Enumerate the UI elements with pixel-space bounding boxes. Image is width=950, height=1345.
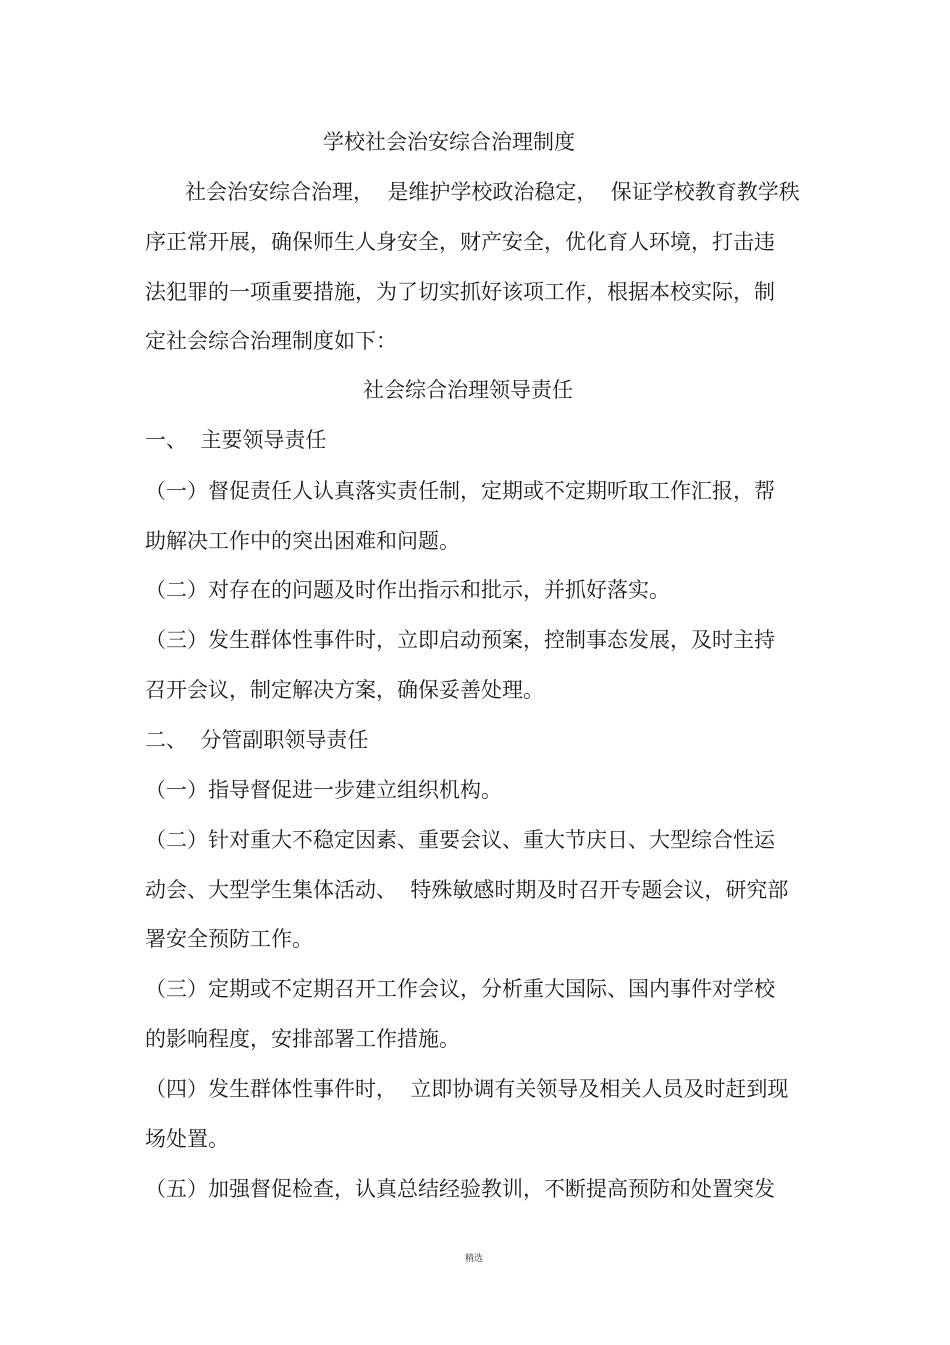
page-footer: 精选 <box>465 1254 484 1264</box>
paragraph-line: 动会、大型学生集体活动、 特殊敏感时期及时召开专题会议，研究部 <box>145 878 789 902</box>
intro-line: 序正常开展，确保师生人身安全，财产安全，优化育人环境，打击违 <box>145 230 775 254</box>
paragraph-line: 场处置。 <box>145 1127 229 1151</box>
intro-line: 社会治安综合治理， 是维护学校政治稳定， 保证学校教育教学秩 <box>185 180 800 204</box>
paragraph-line: （三）定期或不定期召开工作会议，分析重大国际、国内事件对学校 <box>145 977 775 1001</box>
section-subtitle: 社会综合治理领导责任 <box>363 378 573 402</box>
paragraph-line: （二）针对重大不稳定因素、重要会议、重大节庆日、大型综合性运 <box>145 828 775 852</box>
paragraph-line: 署安全预防工作。 <box>145 927 313 951</box>
paragraph-line: （三）发生群体性事件时，立即启动预案，控制事态发展，及时主持 <box>145 628 775 652</box>
intro-line: 法犯罪的一项重要措施，为了切实抓好该项工作，根据本校实际，制 <box>145 280 775 304</box>
paragraph-line: （五）加强督促检查，认真总结经验教训，不断提高预防和处置突发 <box>145 1177 775 1201</box>
document-title: 学校社会治安综合治理制度 <box>323 130 575 154</box>
intro-line: 定社会综合治理制度如下： <box>145 329 397 353</box>
paragraph-line: 助解决工作中的突出困难和问题。 <box>145 529 460 553</box>
paragraph-line: （二）对存在的问题及时作出指示和批示，并抓好落实。 <box>145 578 670 602</box>
paragraph-line: 召开会议，制定解决方案，确保妥善处理。 <box>145 678 544 702</box>
section-heading: 一、 主要领导责任 <box>145 428 327 452</box>
paragraph-line: （一）指导督促进一步建立组织机构。 <box>145 778 502 802</box>
section-heading: 二、 分管副职领导责任 <box>145 728 369 752</box>
paragraph-line: （四）发生群体性事件时， 立即协调有关领导及相关人员及时赶到现 <box>145 1077 789 1101</box>
paragraph-line: 的影响程度，安排部署工作措施。 <box>145 1027 460 1051</box>
paragraph-line: （一）督促责任人认真落实责任制，定期或不定期听取工作汇报，帮 <box>145 479 775 503</box>
